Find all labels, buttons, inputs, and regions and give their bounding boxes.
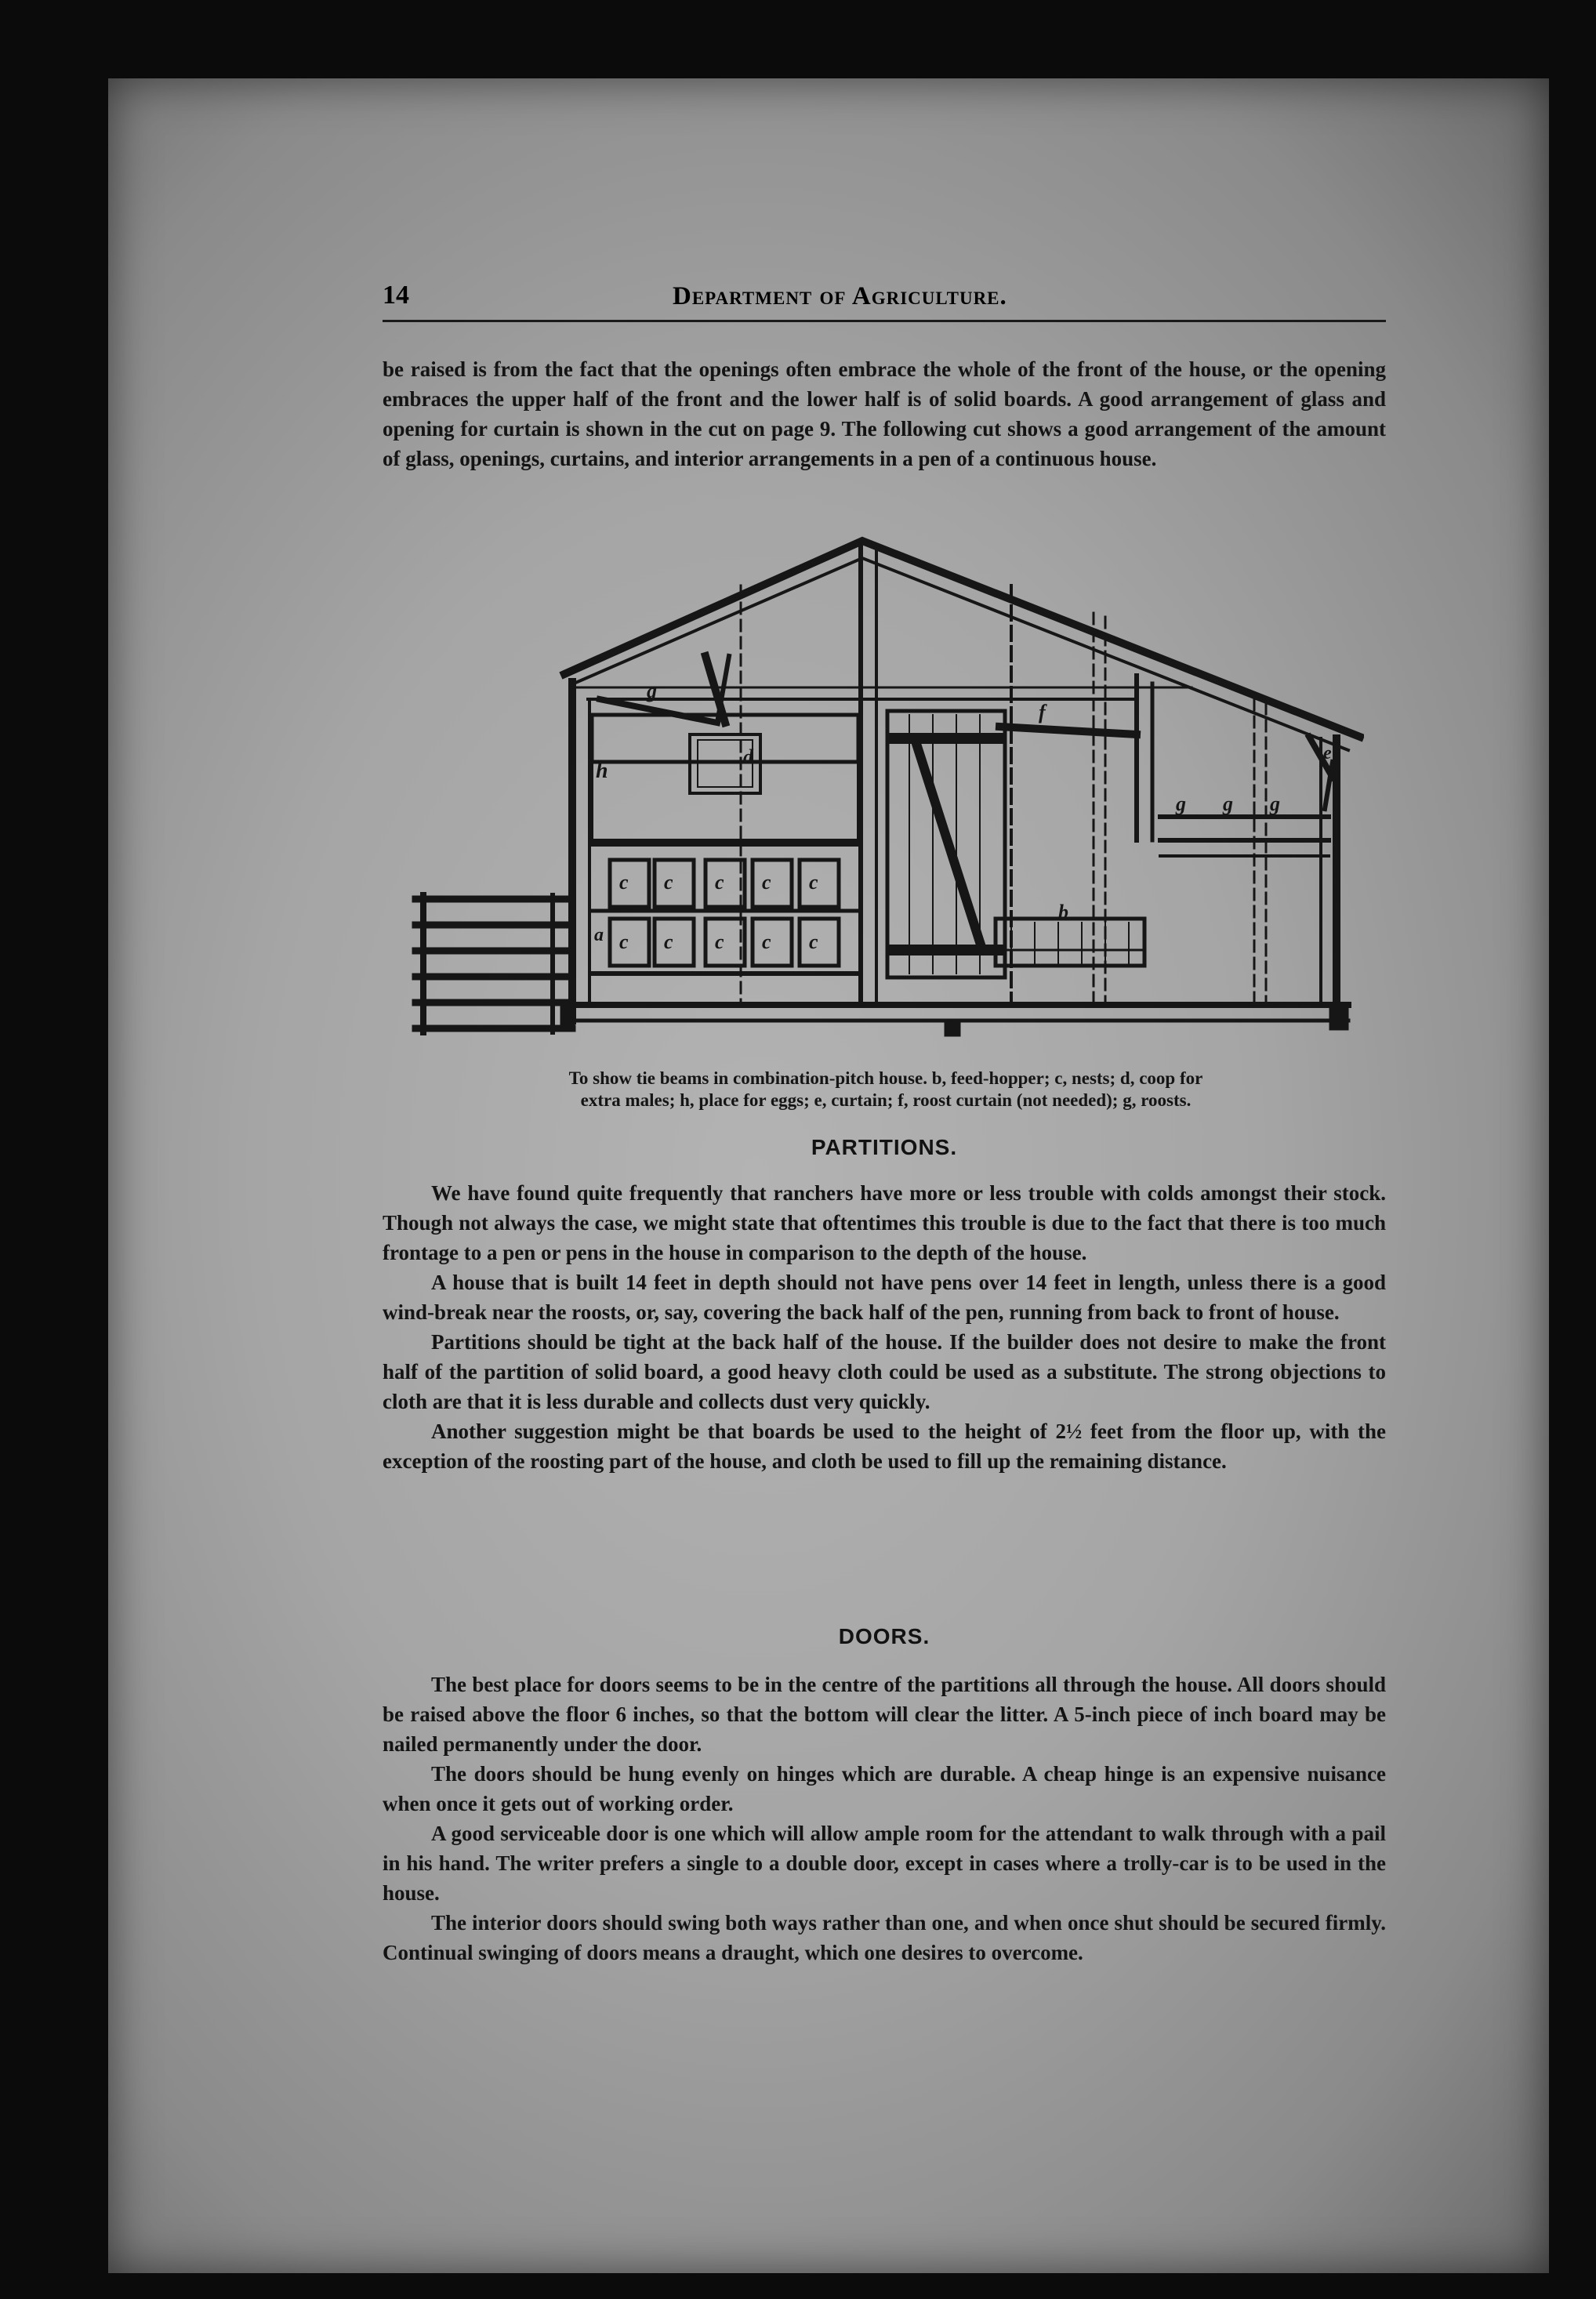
label-g-1: g xyxy=(647,680,657,702)
partitions-paragraph: Partitions should be tight at the back half of the house. If the builder does not desire to make the front half of the partition of solid board, a good heavy cloth could be used as a substitute. The strong objections to cloth are that it is less durable and collects dust very quickly. xyxy=(383,1330,1386,1413)
partitions-paragraph: Another suggestion might be that boards be used to the height of 2½ feet from the floor up, with the exception of the roosting part of the house, and cloth be used to fill up the remaining distance. xyxy=(383,1420,1386,1473)
label-e: e xyxy=(1323,743,1332,763)
label-b: b xyxy=(1058,901,1068,923)
label-c-1: c xyxy=(619,871,629,894)
figure-caption xyxy=(408,1068,1364,1111)
poultry-house-figure xyxy=(408,527,1364,1060)
intro-paragraph-block xyxy=(383,354,1386,473)
label-g-2: g xyxy=(1176,792,1186,815)
label-c-7: c xyxy=(664,930,673,953)
doors-paragraph: The interior doors should swing both ways rather than one, and when once shut should be secured firmly. Continual swinging of doors means a draught, which one desires to overcome. xyxy=(383,1911,1386,1964)
partitions-paragraph: A house that is built 14 feet in depth should not have pens over 14 feet in length, unless there is a good wind-break near the roosts, or, say, covering the back half of the pen, running from back to front of house. xyxy=(383,1271,1386,1324)
intro-paragraph: be raised is from the fact that the openings often embrace the whole of the front of the house, or the opening embraces the upper half of the front and the lower half is of solid boards. A good arrangement of glass and opening for curtain is shown in the cut on page 9. The following cut shows a good arrangement of the amount of glass, openings, curtains, and interior arrangements in a pen of a continuous house. xyxy=(383,357,1386,470)
label-g-3: g xyxy=(1223,792,1233,815)
label-c-6: c xyxy=(619,930,629,953)
doors-section xyxy=(383,1670,1386,1967)
feed-hopper xyxy=(996,919,1144,966)
poultry-house-drawing xyxy=(408,527,1364,1060)
doors-paragraph: The doors should be hung evenly on hinges which are durable. A cheap hinge is an expensive nuisance when once it gets out of working order. xyxy=(383,1762,1386,1815)
doors-heading: DOORS. xyxy=(838,1624,930,1648)
doors-paragraph: A good serviceable door is one which will allow ample room for the attendant to walk through with a pail in his hand. The writer prefers a single to a double door, except in cases where a trolly-car is to be used in the house. xyxy=(383,1822,1386,1905)
fence-structure xyxy=(415,895,572,1032)
label-h: h xyxy=(596,759,608,783)
label-c-8: c xyxy=(715,930,724,953)
caption-line-2: extra males; h, place for eggs; e, curtain; f, roost curtain (not needed); g, roosts. xyxy=(580,1090,1192,1110)
label-c-10: c xyxy=(809,930,818,953)
partitions-section xyxy=(383,1178,1386,1476)
running-head: Department of Agriculture. xyxy=(673,282,1007,310)
label-f: f xyxy=(1039,701,1046,723)
label-g-4: g xyxy=(1270,792,1280,815)
label-c-2: c xyxy=(664,871,673,894)
doors-paragraph: The best place for doors seems to be in the centre of the partitions all through the house. All doors should be raised above the floor 6 inches, so that the bottom will clear the litter. A 5-inch piece of inch board may be nailed permanently under the door. xyxy=(383,1673,1386,1756)
page-header xyxy=(383,281,1386,322)
partitions-heading: PARTITIONS. xyxy=(811,1135,958,1159)
page-number: 14 xyxy=(383,281,409,310)
label-c-3: c xyxy=(715,871,724,894)
label-a: a xyxy=(594,925,604,945)
label-d: d xyxy=(743,745,753,768)
label-c-4: c xyxy=(762,871,771,894)
label-c-5: c xyxy=(809,871,818,894)
label-c-9: c xyxy=(762,930,771,953)
caption-line-1: To show tie beams in combination-pitch house. b, feed-hopper; c, nests; d, coop for xyxy=(568,1068,1203,1088)
partitions-paragraph: We have found quite frequently that ranchers have more or less trouble with colds amongst their stock. Though not always the case, we might state that oftentimes this trouble is due to the fact that there is too much frontage to a pen or pens in the house in comparison to the depth of the house. xyxy=(383,1181,1386,1264)
